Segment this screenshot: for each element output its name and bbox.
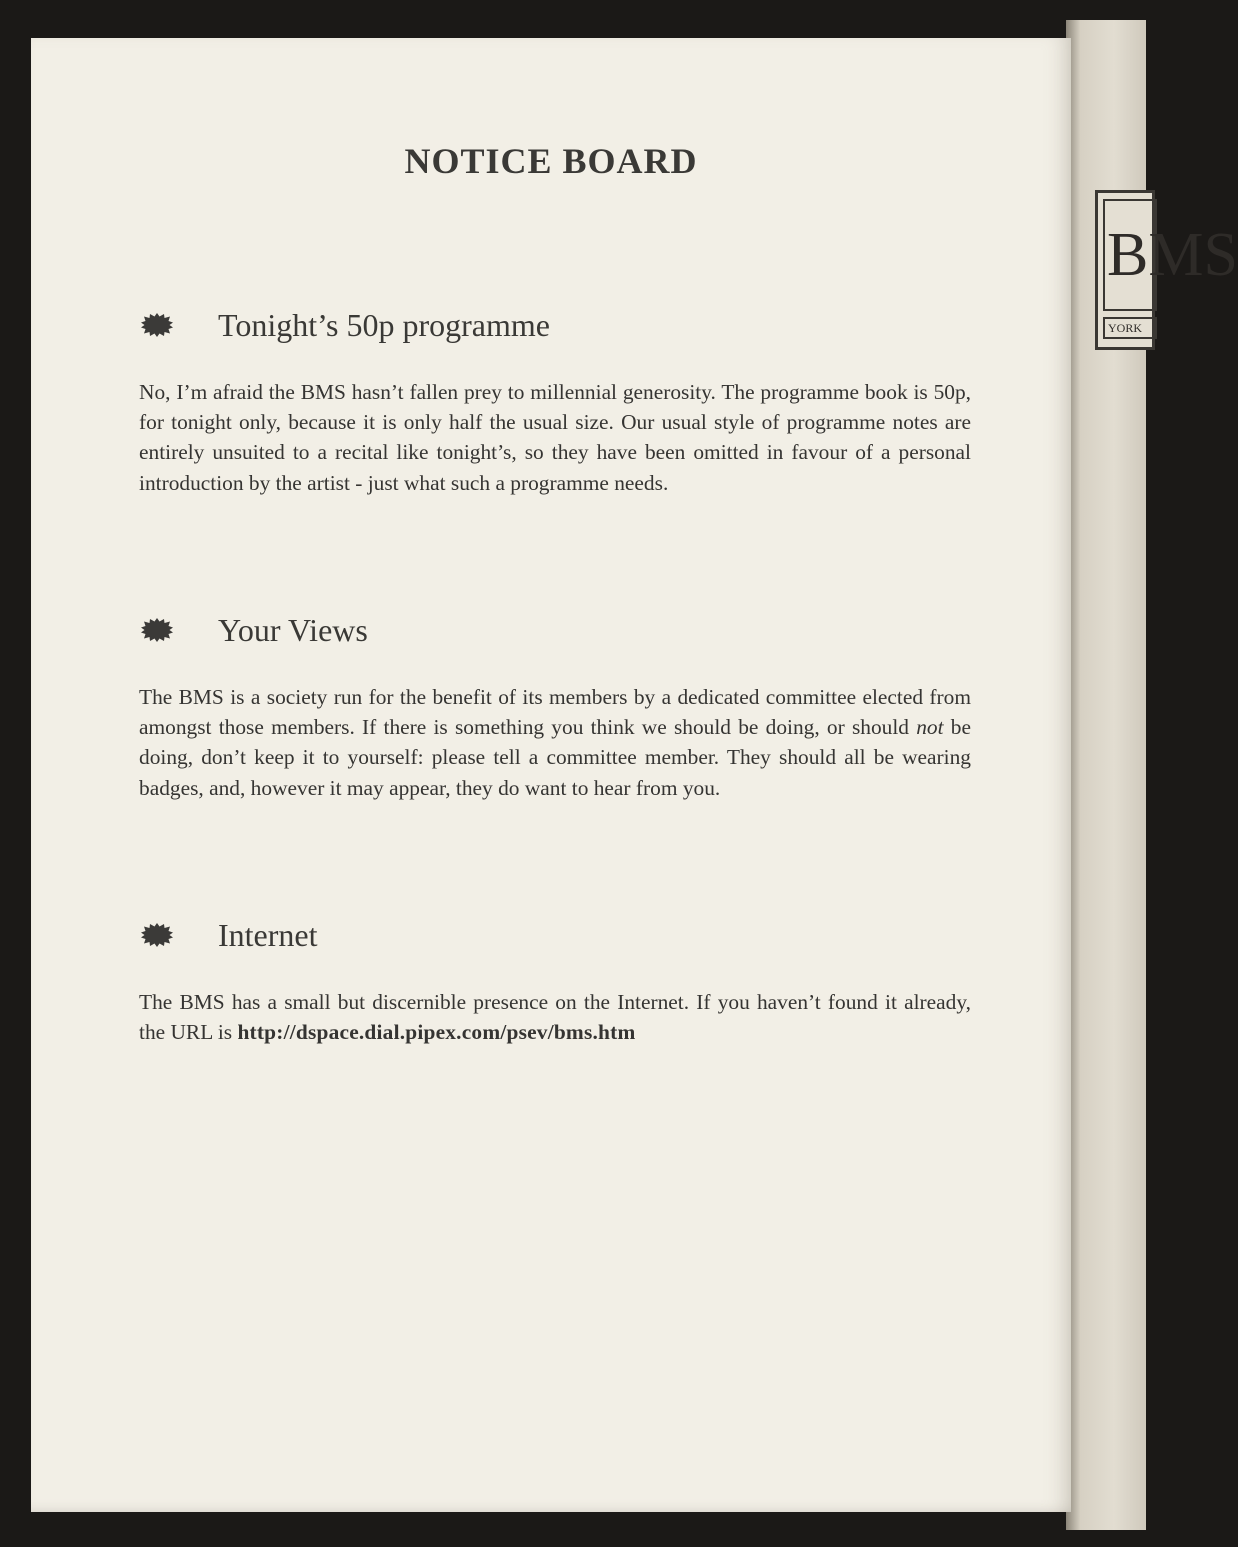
bms-url-link[interactable]: http://dspace.dial.pipex.com/psev/bms.htm bbox=[237, 1020, 636, 1045]
section-body bbox=[139, 987, 971, 1047]
section-body: No, I’m afraid the BMS hasn’t fallen prey to millennial generosity. The programme book is 50p, for tonight only, because it is only half the usual size. Our usual style of programme notes are entirely unsuited to a recital like tonight’s, so they have been omitted in favour of a personal introduction by the artist - just what such a programme needs. bbox=[139, 380, 971, 495]
body-emphasis: not bbox=[916, 715, 944, 740]
section-header bbox=[139, 610, 971, 654]
page-title: NOTICE BOARD bbox=[404, 141, 698, 181]
body-text: The BMS has a small but discernible presence on the Internet. If you haven’t found it already, the URL is bbox=[139, 990, 971, 1045]
page bbox=[31, 38, 1071, 1512]
next-page-logo bbox=[1095, 190, 1238, 350]
section-internet bbox=[139, 915, 971, 1047]
section-heading: Internet bbox=[218, 917, 318, 953]
burst-icon bbox=[141, 923, 173, 947]
logo-mark: BMS bbox=[1103, 199, 1157, 311]
section-header bbox=[139, 305, 971, 349]
burst-icon bbox=[141, 313, 173, 337]
body-text: be doing, don’t keep it to yourself: please tell a committee member. They should all be wearing badges, and, however it may appear, they do want to hear from you. bbox=[139, 715, 971, 800]
section-heading: Your Views bbox=[218, 612, 368, 648]
section-body bbox=[139, 682, 971, 803]
section-tonights-programme bbox=[139, 305, 971, 498]
logo-subtext: YORK bbox=[1103, 317, 1157, 339]
body-text: The BMS is a society run for the benefit of its members by a dedicated committee elected from amongst those members. If there is something you think we should be doing, or should bbox=[139, 685, 971, 740]
section-heading: Tonight’s 50p programme bbox=[218, 307, 550, 343]
section-header bbox=[139, 915, 971, 959]
burst-icon bbox=[141, 618, 173, 642]
section-your-views bbox=[139, 610, 971, 803]
